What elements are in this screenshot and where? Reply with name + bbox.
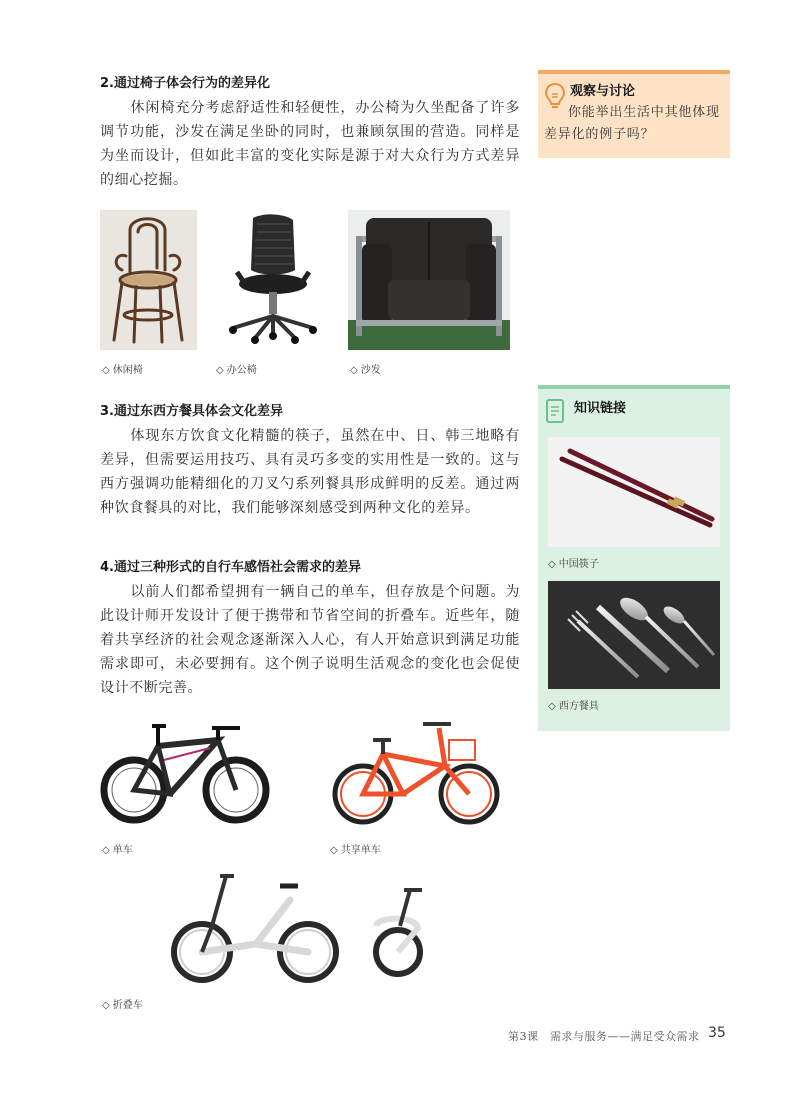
- page-number: 35: [708, 1025, 726, 1041]
- section-heading-tableware: 3.通过东西方餐具体会文化差异: [100, 404, 283, 419]
- caption-western-cutlery: ◇ 西方餐具: [548, 697, 599, 712]
- sidebar-discussion: [538, 70, 730, 158]
- western-cutlery-image: [548, 581, 720, 689]
- paragraph-chairs: [100, 96, 520, 192]
- caption-road-bike: ◇ 单车: [102, 841, 133, 856]
- paragraph-bicycles-text: 以前人们都希望拥有一辆自己的单车，但存放是个问题。为此设计师开发设计了便于携带和节省空间的折叠车。近些年，随着共享经济的社会观念逐渐深入人心，有人开始意识到满足功能需求即可，未必要拥有。这个例子说明生活观念的变化也会促使设计不断完善。: [100, 584, 520, 696]
- sidebar-discussion-body: 你能举出生活中其他体现差异化的例子吗？: [544, 105, 720, 142]
- paragraph-chairs-text: 休闲椅充分考虑舒适性和轻便性，办公椅为久坐配备了许多调节功能，沙发在满足坐卧的同时，也兼顾氛围的营造。同样是为坐而设计，但如此丰富的变化实际是源于对大众行为方式差异的细心挖掘。: [100, 100, 520, 188]
- sidebar-discussion-title: 观察与讨论: [570, 84, 636, 99]
- folding-bike-image: [160, 866, 440, 990]
- paragraph-tableware-text: 体现东方饮食文化精髓的筷子，虽然在中、日、韩三地略有差异，但需要运用技巧、具有灵巧多变的实用性是一致的。这与西方强调功能精细化的刀叉勺系列餐具形成鲜明的反差。通过两种饮食餐具的对比，我们能够深刻感受到两种文化的差异。: [100, 428, 520, 516]
- caption-shared-bike: ◇ 共享单车: [330, 841, 381, 856]
- caption-office-chair: ◇ 办公椅: [216, 361, 257, 376]
- section-heading-chairs: 2.通过椅子体会行为的差异化: [100, 76, 270, 91]
- chopsticks-image: [548, 437, 720, 547]
- notebook-icon: [544, 397, 566, 429]
- leisure-chair-image: [100, 210, 197, 350]
- footer-lesson-title: 第3课 需求与服务——满足受众需求: [508, 1030, 700, 1043]
- sidebar-knowledge-title: 知识链接: [574, 401, 627, 416]
- paragraph-tableware: [100, 424, 520, 520]
- caption-sofa: ◇ 沙发: [350, 361, 381, 376]
- caption-chopsticks: ◇ 中国筷子: [548, 555, 599, 570]
- road-bike-image: [100, 710, 270, 830]
- paragraph-bicycles: [100, 580, 520, 700]
- office-chair-image: [215, 210, 327, 350]
- caption-leisure-chair: ◇ 休闲椅: [102, 361, 143, 376]
- shared-bike-image: [327, 710, 502, 830]
- sofa-image: [348, 210, 510, 350]
- caption-folding-bike: ◇ 折叠车: [102, 996, 143, 1011]
- section-heading-bicycles: 4.通过三种形式的自行车感悟社会需求的差异: [100, 560, 361, 575]
- sidebar-knowledge-link: [538, 385, 730, 731]
